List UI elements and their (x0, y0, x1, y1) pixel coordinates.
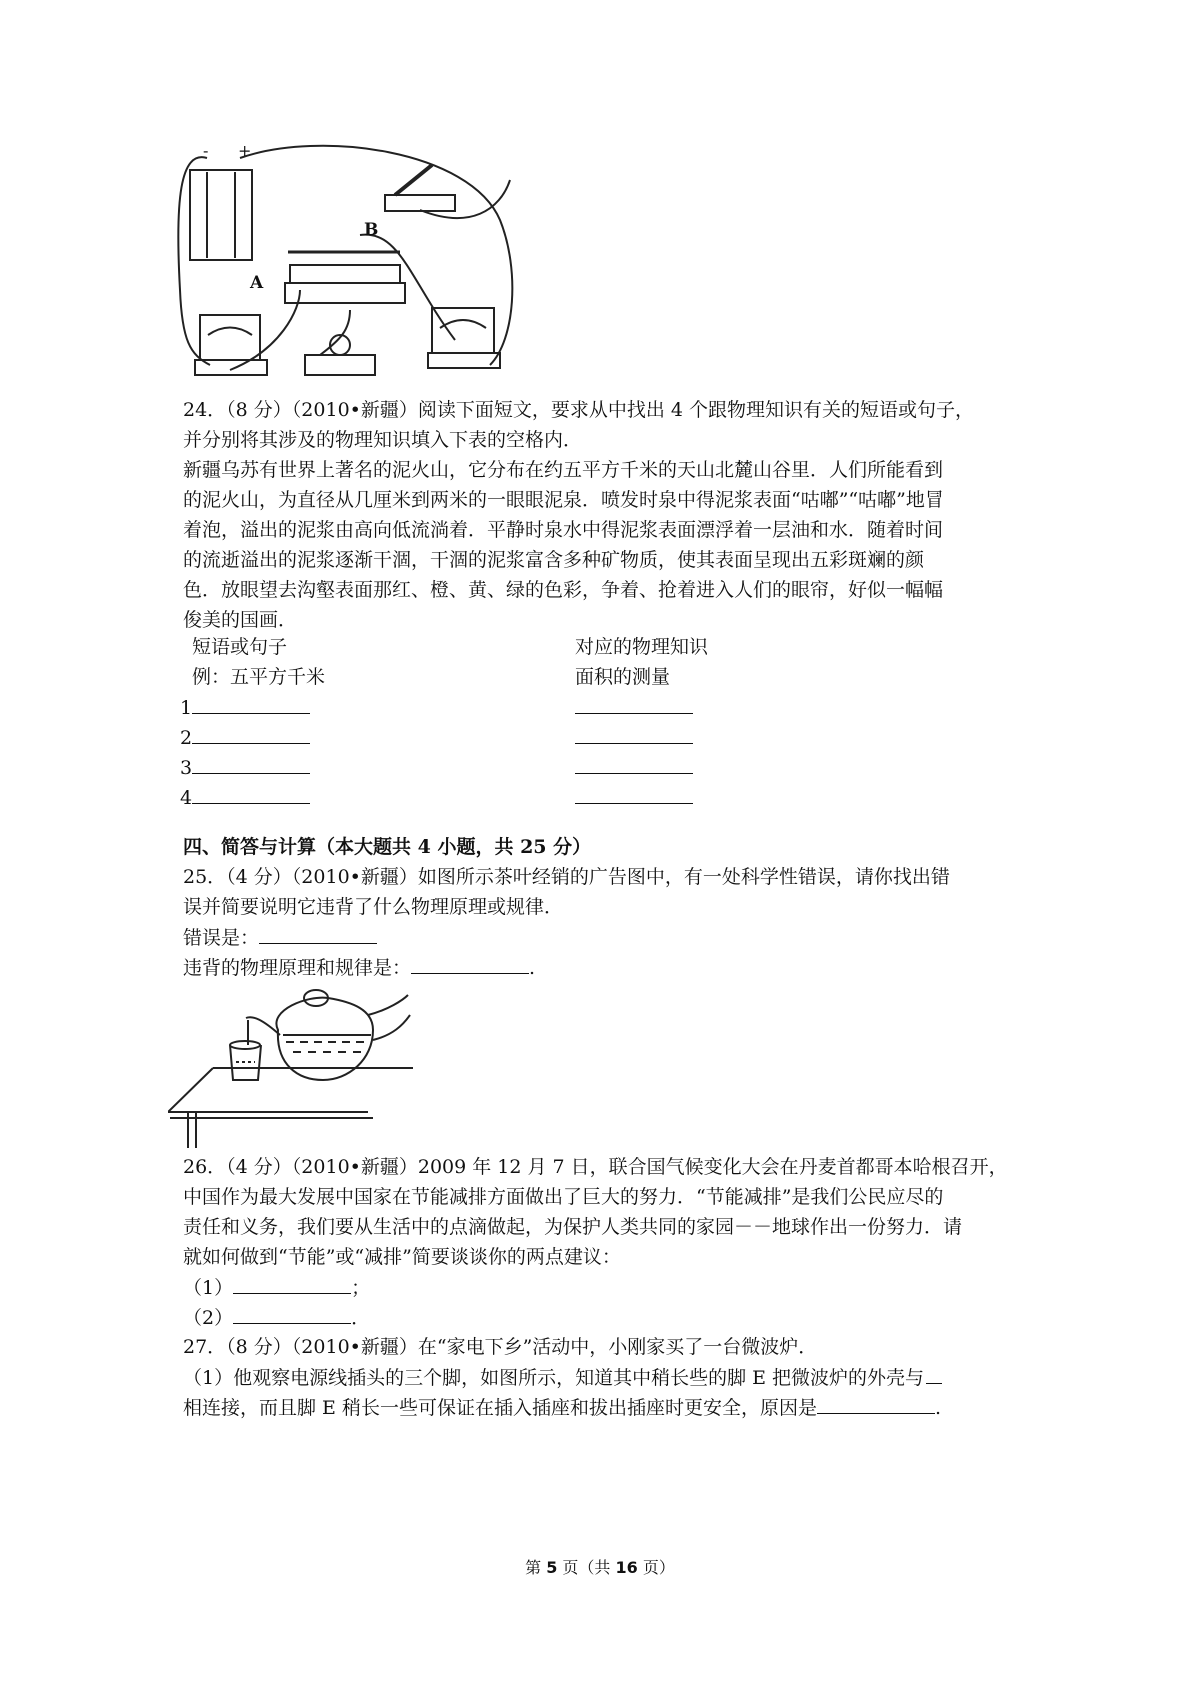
knowledge-blank-4[interactable] (575, 785, 693, 804)
suggestion-blank-2[interactable] (233, 1305, 351, 1324)
battery-plus-label: + (238, 141, 252, 160)
q25-line-1: 25．（4 分）（2010•新疆）如图所示茶叶经销的广告图中，有一处科学性错误，请你找出错 (183, 866, 950, 888)
circuit-diagram (170, 140, 550, 390)
q26-answer-1: （1） ； (183, 1277, 371, 1299)
table-header-knowledge: 对应的物理知识 (575, 636, 709, 658)
q26-line-2: 中国作为最大发展中国家在节能减排方面做出了巨大的努力．“节能减排”是我们公民应尽的 (183, 1186, 944, 1208)
suggestion-blank-1[interactable] (233, 1275, 351, 1294)
q26-line-3: 责任和义务，我们要从生活中的点滴做起，为保护人类共同的家园－－地球作出一份努力．请 (183, 1216, 963, 1238)
q24-passage-4: 的流逝溢出的泥浆逐渐干涸，干涸的泥浆富含多种矿物质，使其表面呈现出五彩斑斓的颜 (183, 549, 925, 571)
table-example-knowledge: 面积的测量 (575, 666, 671, 688)
answer-blank[interactable] (192, 725, 310, 744)
knowledge-blank-3[interactable] (575, 755, 693, 774)
error-blank[interactable] (259, 925, 377, 944)
q26-line-1: 26．（4 分）（2010•新疆）2009 年 12 月 7 日，联合国气候变化大会在丹麦首都哥本哈根召开， (183, 1156, 1008, 1178)
q27-line-3: 相连接，而且脚 E 稍长一些可保证在插入插座和拔出插座时更安全，原因是 . (183, 1397, 941, 1419)
page-total: 16 (615, 1558, 638, 1577)
knowledge-blank-1[interactable] (575, 695, 693, 714)
answer-blank[interactable] (192, 695, 310, 714)
q24-passage-3: 着泡，溢出的泥浆由高向低流淌着．平静时泉水中得泥浆表面漂浮着一层油和水．随着时间 (183, 519, 944, 541)
q24-passage-1: 新疆乌苏有世界上著名的泥火山，它分布在约五平方千米的天山北麓山谷里．人们所能看到 (183, 459, 944, 481)
q24-head-2: 并分别将其涉及的物理知识填入下表的空格内． (183, 429, 583, 451)
q26-answer-2: （2） ． (183, 1307, 371, 1329)
q24-passage-5: 色．放眼望去沟壑表面那红、橙、黄、绿的色彩，争着、抢着进入人们的眼帘，好似一幅幅 (183, 579, 944, 601)
page-footer: 第 5 页（共 16 页） (525, 1558, 675, 1577)
table-row-3: 3 (180, 755, 310, 780)
rheostat-label-a: A (250, 273, 264, 293)
knowledge-blank-2[interactable] (575, 725, 693, 744)
q26-line-4: 就如何做到“节能”或“减排”简要谈谈你的两点建议： (183, 1246, 621, 1268)
teapot-figure (168, 980, 418, 1150)
table-header-phrase: 短语或句子 (192, 636, 288, 658)
q25-line-2: 误并简要说明它违背了什么物理原理或规律． (183, 896, 564, 918)
q25-principle-line: 违背的物理原理和规律是： . (183, 957, 536, 979)
answer-blank[interactable] (192, 755, 310, 774)
reason-blank[interactable] (817, 1395, 935, 1414)
battery-minus-label: - (203, 141, 209, 160)
page-number: 5 (546, 1558, 558, 1577)
q24-passage-6: 俊美的国画． (183, 609, 298, 631)
connect-blank[interactable] (926, 1365, 942, 1384)
section-title: 四、简答与计算（本大题共 4 小题，共 25 分） (183, 836, 592, 858)
q24-passage-2: 的泥火山，为直径从几厘米到两米的一眼眼泥泉．喷发时泉中得泥浆表面“咕嘟”“咕嘟”地冒 (183, 489, 944, 511)
table-row-4: 4 (180, 785, 310, 810)
table-row-1: 1 (180, 695, 310, 720)
q27-line-1: 27．（8 分）（2010•新疆）在“家电下乡”活动中，小刚家买了一台微波炉． (183, 1336, 818, 1358)
answer-blank[interactable] (192, 785, 310, 804)
table-example-phrase: 例：五平方千米 (192, 666, 326, 688)
q27-line-2: （1）他观察电源线插头的三个脚，如图所示，知道其中稍长些的脚 E 把微波炉的外壳与 (183, 1365, 942, 1390)
battery-box (190, 170, 252, 260)
table-row-2: 2 (180, 725, 310, 750)
q25-error-line: 错误是： (183, 925, 377, 950)
principle-blank[interactable] (411, 955, 529, 974)
switch-label-b: B (364, 220, 379, 240)
q24-head-1: 24．（8 分）（2010•新疆）阅读下面短文，要求从中找出 4 个跟物理知识有关的短语或句子， (183, 399, 975, 421)
